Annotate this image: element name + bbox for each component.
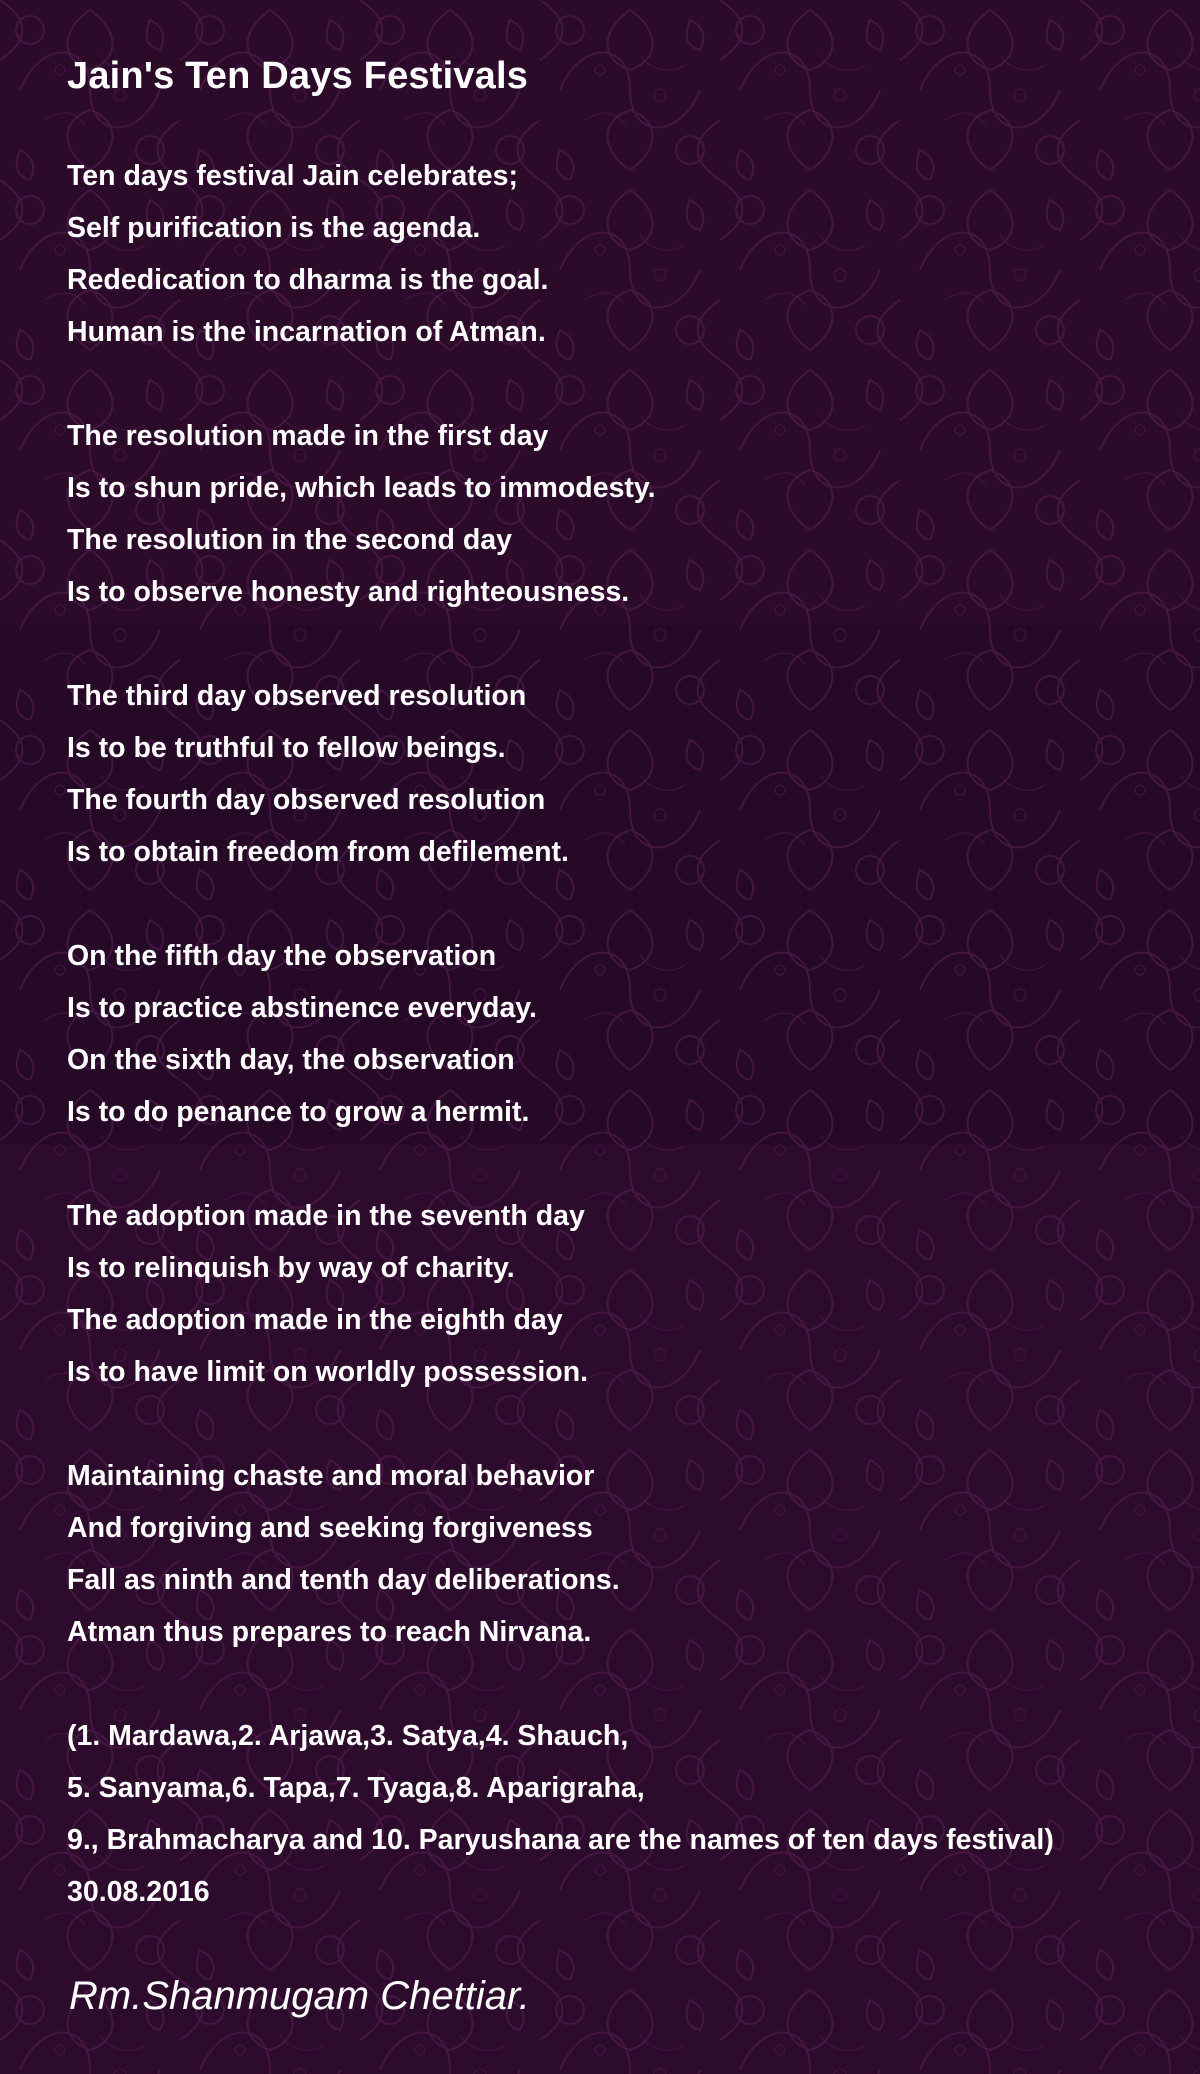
poem-line: Atman thus prepares to reach Nirvana. bbox=[67, 1616, 592, 1648]
footnote-line: 9., Brahmacharya and 10. Paryushana are the names of ten days festival) bbox=[67, 1824, 1054, 1856]
poem-line: Is to practice abstinence everyday. bbox=[67, 992, 537, 1024]
poem-line: The fourth day observed resolution bbox=[67, 784, 546, 816]
poem-line: Fall as ninth and tenth day deliberations. bbox=[67, 1564, 620, 1596]
poem-line: On the sixth day, the observation bbox=[67, 1044, 515, 1076]
poem-line: The adoption made in the eighth day bbox=[67, 1304, 563, 1336]
stanza-footnote bbox=[67, 1710, 1187, 1918]
poem-line: Is to shun pride, which leads to immodesty. bbox=[67, 472, 656, 504]
poem-date: 30.08.2016 bbox=[67, 1876, 210, 1908]
footnote-line: 5. Sanyama,6. Tapa,7. Tyaga,8. Aparigraha, bbox=[67, 1772, 645, 1804]
poem-line: Is to observe honesty and righteousness. bbox=[67, 576, 630, 608]
poem-line: The adoption made in the seventh day bbox=[67, 1200, 585, 1232]
poem-line: And forgiving and seeking forgiveness bbox=[67, 1512, 593, 1544]
poem-line: The resolution made in the first day bbox=[67, 420, 549, 452]
poem-body bbox=[67, 150, 1187, 1970]
poem-line: The resolution in the second day bbox=[67, 524, 512, 556]
author-name: Rm.Shanmugam Chettiar. bbox=[69, 1974, 530, 2018]
poem-line: On the fifth day the observation bbox=[67, 940, 497, 972]
stanza bbox=[67, 1450, 1187, 1658]
poem-line: Is to relinquish by way of charity. bbox=[67, 1252, 515, 1284]
stanza bbox=[67, 150, 1187, 358]
poem-title: Jain's Ten Days Festivals bbox=[67, 55, 529, 97]
poem-line: Is to be truthful to fellow beings. bbox=[67, 732, 506, 764]
poem-line: Human is the incarnation of Atman. bbox=[67, 316, 546, 348]
stanza bbox=[67, 670, 1187, 878]
poem-line: The third day observed resolution bbox=[67, 680, 527, 712]
stanza bbox=[67, 930, 1187, 1138]
poem-line: Is to have limit on worldly possession. bbox=[67, 1356, 589, 1388]
poem-line: Is to do penance to grow a hermit. bbox=[67, 1096, 530, 1128]
stanza bbox=[67, 1190, 1187, 1398]
stanza bbox=[67, 410, 1187, 618]
poem-line: Ten days festival Jain celebrates; bbox=[67, 160, 518, 192]
poem-line: Maintaining chaste and moral behavior bbox=[67, 1460, 595, 1492]
poem-line: Rededication to dharma is the goal. bbox=[67, 264, 549, 296]
poem-line: Self purification is the agenda. bbox=[67, 212, 481, 244]
poem-line: Is to obtain freedom from defilement. bbox=[67, 836, 569, 868]
footnote-line: (1. Mardawa,2. Arjawa,3. Satya,4. Shauch, bbox=[67, 1720, 629, 1752]
